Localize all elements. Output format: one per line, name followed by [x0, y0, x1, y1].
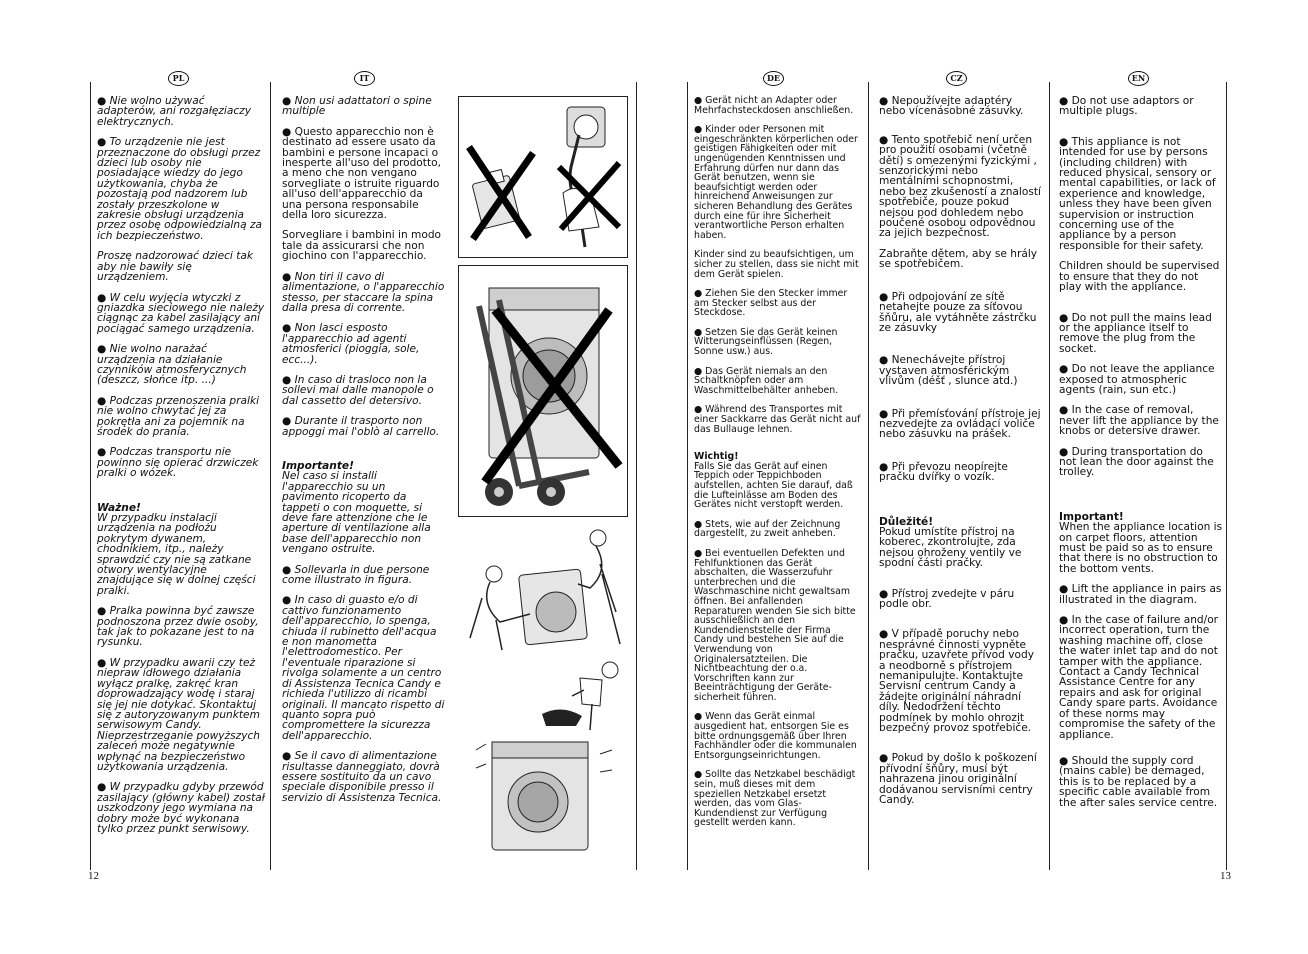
paragraph: ● Sollevarla in due persone come illustrato in figura. — [282, 563, 430, 587]
paragraph: ● Nie wolno używać adapterów, ani rozgałęziaczy elektrycznych. — [97, 95, 252, 128]
paragraph: ● Questo apparecchio non è destinato ad essere usato da bambini e persone incapaci o inesperte all'uso del prodotto, a meno che non vengano sorvegliate o istruite riguardo all'uso dell'apparecchio da una persona responsabile della loro sicurezza. — [282, 125, 441, 222]
illustration-no-adapter — [458, 96, 628, 258]
column-en — [1059, 96, 1223, 818]
language-badge-de: DE — [763, 71, 784, 86]
paragraph: ● Nie wolno narażać urządzenia na działanie czynników atmosferycznych (deszcz, słońce itp. ...) — [97, 343, 247, 387]
paragraph: ● Sollte das Netzkabel beschädigt sein, muß dieses mit dem speziellen Netzkabel ersetzt werden, das vom Glas-Kundendienst zur Verfügung gestellt werden kann. — [694, 769, 856, 829]
column-divider — [687, 82, 688, 870]
column-divider — [636, 82, 637, 870]
paragraph: Sorvegliare i bambini in modo tale da assicurarsi che non giochino con l'apparecchio. — [282, 229, 442, 263]
paragraph: ● This appliance is not intended for use by persons (including children) with reduced physical, sensory or mental capabilities, or lack of experience and knowledge, unless they have been given supervision or instruction concerning use of the appliance by a person responsible for their safety. — [1059, 135, 1216, 252]
column-divider — [270, 82, 271, 870]
paragraph: Falls Sie das Gerät auf einen Teppich oder Teppichboden aufstellen, achten Sie darauf, daß die Lufteinlässe am Boden des Gerätes nicht verstopft werden. — [694, 460, 853, 511]
paragraph: ● Podczas przenoszenia pralki nie wolno chwytać jej za pokrętła ani za pojemnik na środek do prania. — [97, 394, 260, 438]
paragraph: ● Se il cavo di alimentazione risultasse danneggiato, dovrà essere sostituito da un cavo speciale disponibile presso il servizio di Assistenza Tecnica. — [282, 750, 442, 804]
page-number-left: 12 — [88, 870, 99, 882]
paragraph: ● Nepoužívejte adaptéry nebo vícenásobné zásuvky. — [879, 95, 1024, 118]
paragraph: ● Während des Transportes mit einer Sackkarre das Gerät nicht auf das Bullauge lehnen. — [694, 404, 861, 435]
paragraph: When the appliance location is on carpet floors, attention must be paid so as to ensure that there is no obstruction to the bottom vents. — [1059, 521, 1223, 575]
language-badge-en: EN — [1128, 71, 1149, 86]
paragraph: ● In the case of failure and/or incorrect operation, turn the washing machine off, close the water inlet tap and do not tamper with the appliance. Contact a Candy Technical Assistance Centre for any repairs and ask for original Candy spare parts. Avoidance of these norms may compromise the safety of the appliance. — [1059, 614, 1219, 741]
important-heading: Wichtig! — [694, 451, 739, 463]
paragraph: ● W celu wyjęcia wtyczki z gniazdka sieciowego nie należy ciągnąc za kabel zasilający ani pociągać samego urządzenia. — [97, 291, 265, 335]
paragraph: Nel caso si installi l'apparecchio su un pavimento ricoperto da tappeti o con moquette, si deve fare attenzione che le aperture di ventilazione alla base dell'apparecchio non vengano ostruite. — [282, 470, 431, 556]
paragraph: ● Wenn das Gerät einmal ausgedient hat, entsorgen Sie es bitte ordnungsgemäß über Ihren Fachhändler oder die kommunalen Entsorgungseinrichtungen. — [694, 711, 857, 761]
paragraph: ● Přístroj zvedejte v páru podle obr. — [879, 587, 1015, 610]
paragraph: ● Durante il trasporto non appoggi mai l'oblò al carrello. — [282, 415, 440, 438]
paragraph: ● Non lasci esposto l'apparecchio ad agenti atmosferici (pioggia, sole, ecc...). — [282, 322, 420, 366]
paragraph: ● Stets, wie auf der Zeichnung dargestellt, zu zweit anheben. — [694, 518, 841, 540]
lifting-drawing — [460, 524, 630, 654]
paragraph: ● Při přemísťování přístroje jej nezvedejte za ovládací voliče nebo zásuvku na prášek. — [879, 407, 1041, 441]
paragraph: ● Lift the appliance in pairs as illustrated in the diagram. — [1059, 583, 1222, 606]
column-divider — [90, 82, 91, 870]
paragraph: ● Bei eventuellen Defekten und Fehlfunktionen das Gerät abschalten, die Wasserzufuhr unterbrechen und die Waschmaschine nicht gewaltsam öffnen. Bei anfallenden Reparaturen wenden Sie sich bitte ausschließlich an den Kundendienststelle der Firma Candy und bestehen Sie auf die Verwendung von Originalersatzteilen. Die Nichtbeachtung der o.a. Vorschriften kann zur Beeinträchtigung der Geräte-sicherheit führen. — [694, 547, 856, 703]
paragraph: ● In the case of removal, never lift the appliance by the knobs or detersive drawer. — [1059, 404, 1219, 438]
column-divider — [868, 82, 869, 870]
paragraph: ● W przypadku gdyby przewód zasilający (główny kabel) został uszkodzony jego wymiana na dobry może być wykonana tylko przez punkt serwisowy. — [97, 781, 265, 835]
paragraph: ● Do not leave the appliance exposed to atmospheric agents (rain, sun etc.) — [1059, 363, 1215, 396]
paragraph: ● Non tiri il cavo di alimentazione, o l'apparecchio stesso, per staccare la spina dalla presa di corrente. — [282, 270, 445, 314]
language-badge-cz: CZ — [946, 71, 967, 86]
illustration-lifting — [460, 524, 630, 654]
paragraph: Pokud umístíte přístroj na koberec, zkontrolujte, zda nejsou ohroženy ventily ve spodní části pračky. — [879, 525, 1022, 570]
no-adapter-drawing — [459, 97, 627, 257]
paragraph: ● Tento spotřebič není určen pro použití osobami (včetně dětí) s omezenými fyzickými , senzorickými nebo mentálními schopnostmi, nebo bez zkušeností a znalostí spotřebiče, pouze pokud nejsou pod dohledem nebo poučené osobou odpovědnou za jejich bezpečnost. — [879, 133, 1041, 240]
paragraph: ● Pokud by došlo k poškození přívodní šňůry, musí být nahrazena jinou originální dodávanou servisními centry Candy. — [879, 752, 1037, 807]
paragraph: ● Kinder oder Personen mit eingeschränkten körperlichen oder geistigen Fähigkeiten oder mit ungenügenden Kenntnissen und Erfahrung dürfen nur dann das Gerät benutzen, wenn sie beaufsichtigt werden oder hinreichend Anweisungen zur sicheren Behandlung des Gerätes durch eine für ihre Sicherheit verantwortliche Person erhalten haben. — [694, 124, 858, 241]
paragraph: ● Ziehen Sie den Stecker immer am Stecker selbst aus der Steckdose. — [694, 288, 848, 319]
column-divider — [1049, 82, 1050, 870]
important-heading: Important! — [1059, 510, 1124, 523]
page-number-right: 13 — [1220, 870, 1231, 882]
paragraph: ● Do not pull the mains lead or the appliance itself to remove the plug from the socket. — [1059, 311, 1212, 355]
paragraph: Children should be supervised to ensure that they do not play with the appliance. — [1059, 260, 1220, 294]
column-cz — [879, 96, 1041, 816]
important-heading: Importante! — [282, 459, 354, 472]
important-heading: Ważne! — [97, 501, 141, 514]
language-badge-it: IT — [354, 71, 375, 86]
paragraph: ● Das Gerät niemals an den Schaltknöpfen oder am Waschmittelbehälter anheben. — [694, 365, 839, 396]
paragraph: ● Gerät nicht an Adapter oder Mehrfachsteckdosen anschließen. — [694, 95, 854, 116]
trolley-drawing — [459, 266, 627, 516]
paragraph: Proszę nadzorować dzieci tak aby nie bawiły się urządzeniem. — [97, 250, 254, 284]
paragraph: ● Podczas transportu nie powinno się opierać drzwiczek pralki o wózek. — [97, 446, 259, 480]
illustration-repair — [472, 660, 632, 860]
paragraph: ● In caso di trasloco non la sollevi mai dalle manopole o dal cassetto del detersivo. — [282, 373, 434, 407]
column-de — [694, 96, 862, 838]
illustration-no-trolley — [458, 265, 628, 517]
paragraph: ● During transportation do not lean the door against the trolley. — [1059, 445, 1214, 479]
paragraph: ● To urządzenie nie jest przeznaczone do obsługi przez dzieci lub osoby nie posiadające wiedzy do jego użytkowania, chyba że pozostają pod nadzorem lub zostały przeszkolone w zakresie obsługi urządzenia przez osobę odpowiedzialną za ich bezpieczeństwo. — [97, 136, 263, 242]
paragraph: Zabraňte dětem, aby se hrály se spotřebičem. — [879, 247, 1038, 271]
paragraph: ● In caso di guasto e/o di cattivo funzionamento dell'apparecchio, lo spenga, chiuda il rubinetto dell'acqua e non manometta l'elettrodomestico. Per l'eventuale riparazione si rivolga solamente a un centro di Assistenza Tecnica Candy e richieda l'utilizzo di ricambi originali. Il mancato rispetto di quanto sopra può compromettere la sicurezza dell'apparecchio. — [282, 594, 445, 742]
paragraph: ● W przypadku awarii czy też niepraw idłowego działania wyłącz pralkę, zakręć kran doprowadzający wodę i staraj się jej nie dotykać. Skontaktuj się z autoryzowanym punktem serwisowym Candy. Nieprzestrzeganie powyższych zaleceń może negatywnie wpłynąć na bezpieczeństwo użytkowania urządzenia. — [97, 656, 260, 773]
paragraph: Kinder sind zu beaufsichtigen, um sicher zu stellen, dass sie nicht mit dem Gerät spielen. — [694, 249, 859, 280]
paragraph: ● V případě poruchy nebo nesprávné činnosti vypněte pračku, uzavřete přívod vody a neodborně s přístrojem nemanipulujte. Kontaktujte Servisní centrum Candy a žádejte originální náhradní díly. Nedodržení těchto podmínek by mohlo ohrozit bezpečný provoz spotřebiče. — [879, 628, 1034, 735]
paragraph: ● Non usi adattatori o spine multiple — [282, 95, 432, 118]
paragraph: ● Setzen Sie das Gerät keinen Witterungseinflüssen (Regen, Sonne usw.) aus. — [694, 326, 838, 358]
column-pl — [97, 96, 265, 844]
repair-drawing — [472, 660, 632, 860]
paragraph: ● Pralka powinna być zawsze podnoszona przez dwie osoby, tak jak to pokazane jest to na rysunku. — [97, 605, 259, 649]
column-it — [282, 96, 445, 813]
language-badge-pl: PL — [168, 71, 189, 86]
paragraph: ● Při odpojování ze sítě netahejte pouze za síťovou šňůru, ale vytáhněte zástrčku ze zásuvky — [879, 290, 1037, 334]
important-heading: Důležité! — [879, 515, 934, 528]
paragraph: ● Nenechávejte přístroj vystaven atmosférickým vlivům (déšť , slunce atd.) — [879, 354, 1018, 388]
paragraph: ● Should the supply cord (mains cable) be demaged, this is to be replaced by a specific cable available from the after sales service centre. — [1059, 754, 1218, 809]
paragraph: ● Při převozu neopírejte pračku dvířky o vozík. — [879, 460, 1008, 484]
paragraph: ● Do not use adaptors or multiple plugs. — [1059, 95, 1194, 118]
paragraph: W przypadku instalacji urządzenia na podłożu pokrytym dywanem, chodnikiem, itp., należy sprawdzić czy nie są zatkane otwory wentylacyjne znajdujące się w dolnej części pralki. — [97, 512, 256, 597]
column-divider — [1226, 82, 1227, 870]
